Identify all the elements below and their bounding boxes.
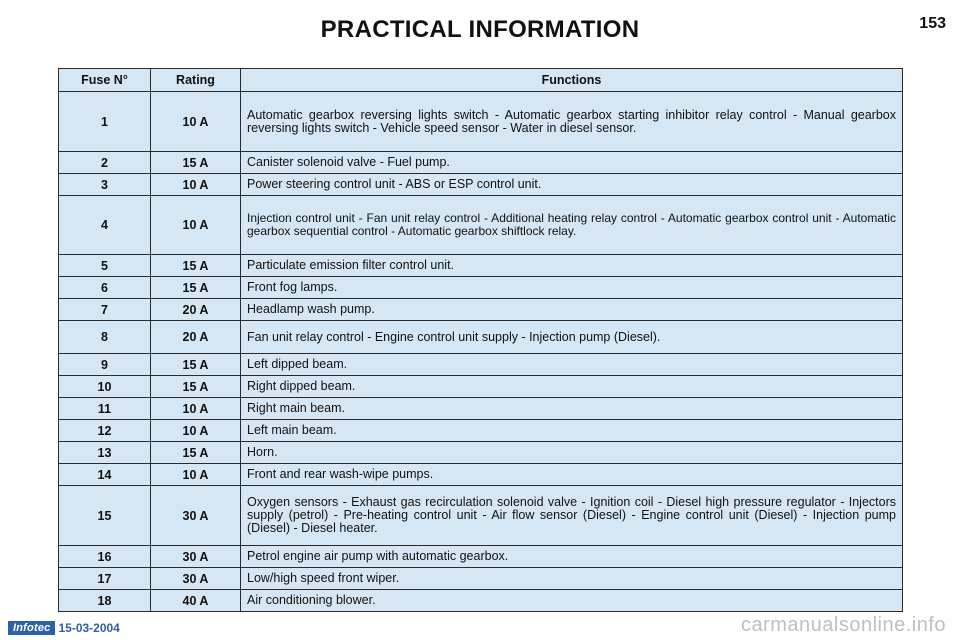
- fuse-number: 3: [59, 174, 151, 196]
- fuse-functions: Left main beam.: [241, 420, 903, 442]
- fuse-number: 2: [59, 152, 151, 174]
- table-header-row: [59, 69, 903, 92]
- fuse-rating: 15 A: [151, 152, 241, 174]
- fuse-rating: 15 A: [151, 442, 241, 464]
- table-row: [59, 546, 903, 568]
- fuse-rating: 10 A: [151, 174, 241, 196]
- fuse-number: 8: [59, 321, 151, 354]
- fuse-functions: Petrol engine air pump with automatic gearbox.: [241, 546, 903, 568]
- fuse-rating: 30 A: [151, 568, 241, 590]
- fuse-number: 11: [59, 398, 151, 420]
- fuse-functions: Headlamp wash pump.: [241, 299, 903, 321]
- fuse-number: 4: [59, 196, 151, 255]
- fuse-rating: 40 A: [151, 590, 241, 612]
- fuse-functions: Left dipped beam.: [241, 354, 903, 376]
- fuse-rating: 15 A: [151, 354, 241, 376]
- table-row: [59, 486, 903, 546]
- fuse-rating: 15 A: [151, 255, 241, 277]
- table-row: [59, 196, 903, 255]
- fuse-rating: 10 A: [151, 420, 241, 442]
- table-row: [59, 255, 903, 277]
- table-row: [59, 277, 903, 299]
- fuse-number: 9: [59, 354, 151, 376]
- fuse-functions: Low/high speed front wiper.: [241, 568, 903, 590]
- fuse-number: 15: [59, 486, 151, 546]
- fuse-functions: Right main beam.: [241, 398, 903, 420]
- fuse-number: 12: [59, 420, 151, 442]
- fuse-rating: 10 A: [151, 196, 241, 255]
- brand-logo: Infotec: [8, 621, 55, 635]
- fuse-number: 16: [59, 546, 151, 568]
- table-row: [59, 321, 903, 354]
- fuse-functions: Air conditioning blower.: [241, 590, 903, 612]
- table-row: [59, 568, 903, 590]
- fuse-rating: 15 A: [151, 277, 241, 299]
- fuse-number: 7: [59, 299, 151, 321]
- fuse-functions: Fan unit relay control - Engine control unit supply - Injection pump (Diesel).: [241, 321, 903, 354]
- fuse-table: [58, 68, 903, 612]
- footer: [8, 620, 120, 635]
- fuse-functions: Particulate emission filter control unit.: [241, 255, 903, 277]
- fuse-rating: 30 A: [151, 486, 241, 546]
- footer-date: 15-03-2004: [58, 620, 120, 635]
- table-row: [59, 152, 903, 174]
- table-row: [59, 354, 903, 376]
- fuse-rating: 10 A: [151, 92, 241, 152]
- table-row: [59, 420, 903, 442]
- fuse-functions: Power steering control unit - ABS or ESP control unit.: [241, 174, 903, 196]
- fuse-functions: Automatic gearbox reversing lights switch - Automatic gearbox starting inhibitor relay control - Manual gearbox reversing lights switch - Vehicle speed sensor - Water in diesel sensor.: [241, 92, 903, 152]
- table-row: [59, 590, 903, 612]
- page-number: 153: [919, 15, 946, 32]
- fuse-functions: Front and rear wash-wipe pumps.: [241, 464, 903, 486]
- fuse-rating: 20 A: [151, 299, 241, 321]
- fuse-number: 5: [59, 255, 151, 277]
- table-row: [59, 442, 903, 464]
- table-row: [59, 174, 903, 196]
- table-row: [59, 464, 903, 486]
- watermark: carmanualsonline.info: [740, 614, 946, 636]
- fuse-number: 6: [59, 277, 151, 299]
- fuse-functions: Right dipped beam.: [241, 376, 903, 398]
- fuse-number: 14: [59, 464, 151, 486]
- fuse-number: 13: [59, 442, 151, 464]
- fuse-number: 10: [59, 376, 151, 398]
- table-row: [59, 299, 903, 321]
- fuse-functions: Injection control unit - Fan unit relay control - Additional heating relay control - Automatic gearbox control unit - Automatic gearbox sequential control - Automatic gearbox shiftlock relay.: [241, 196, 903, 255]
- fuse-rating: 10 A: [151, 464, 241, 486]
- fuse-number: 1: [59, 92, 151, 152]
- fuse-rating: 10 A: [151, 398, 241, 420]
- fuse-functions: Canister solenoid valve - Fuel pump.: [241, 152, 903, 174]
- fuse-number: 18: [59, 590, 151, 612]
- table-row: [59, 376, 903, 398]
- table-row: [59, 398, 903, 420]
- page-title: PRACTICAL INFORMATION: [320, 16, 640, 43]
- column-header-functions: Functions: [241, 69, 903, 92]
- fuse-rating: 15 A: [151, 376, 241, 398]
- fuse-functions: Oxygen sensors - Exhaust gas recirculation solenoid valve - Ignition coil - Diesel high pressure regulator - Injectors supply (petrol) - Pre-heating control unit - Air flow sensor (Diesel) - Engine control unit (Diesel) - Injection pump (Diesel) - Diesel heater.: [241, 486, 903, 546]
- fuse-number: 17: [59, 568, 151, 590]
- fuse-functions: Horn.: [241, 442, 903, 464]
- fuse-rating: 30 A: [151, 546, 241, 568]
- column-header-rating: Rating: [151, 69, 241, 92]
- fuse-functions: Front fog lamps.: [241, 277, 903, 299]
- table-row: [59, 92, 903, 152]
- column-header-fuse: Fuse N°: [59, 69, 151, 92]
- fuse-rating: 20 A: [151, 321, 241, 354]
